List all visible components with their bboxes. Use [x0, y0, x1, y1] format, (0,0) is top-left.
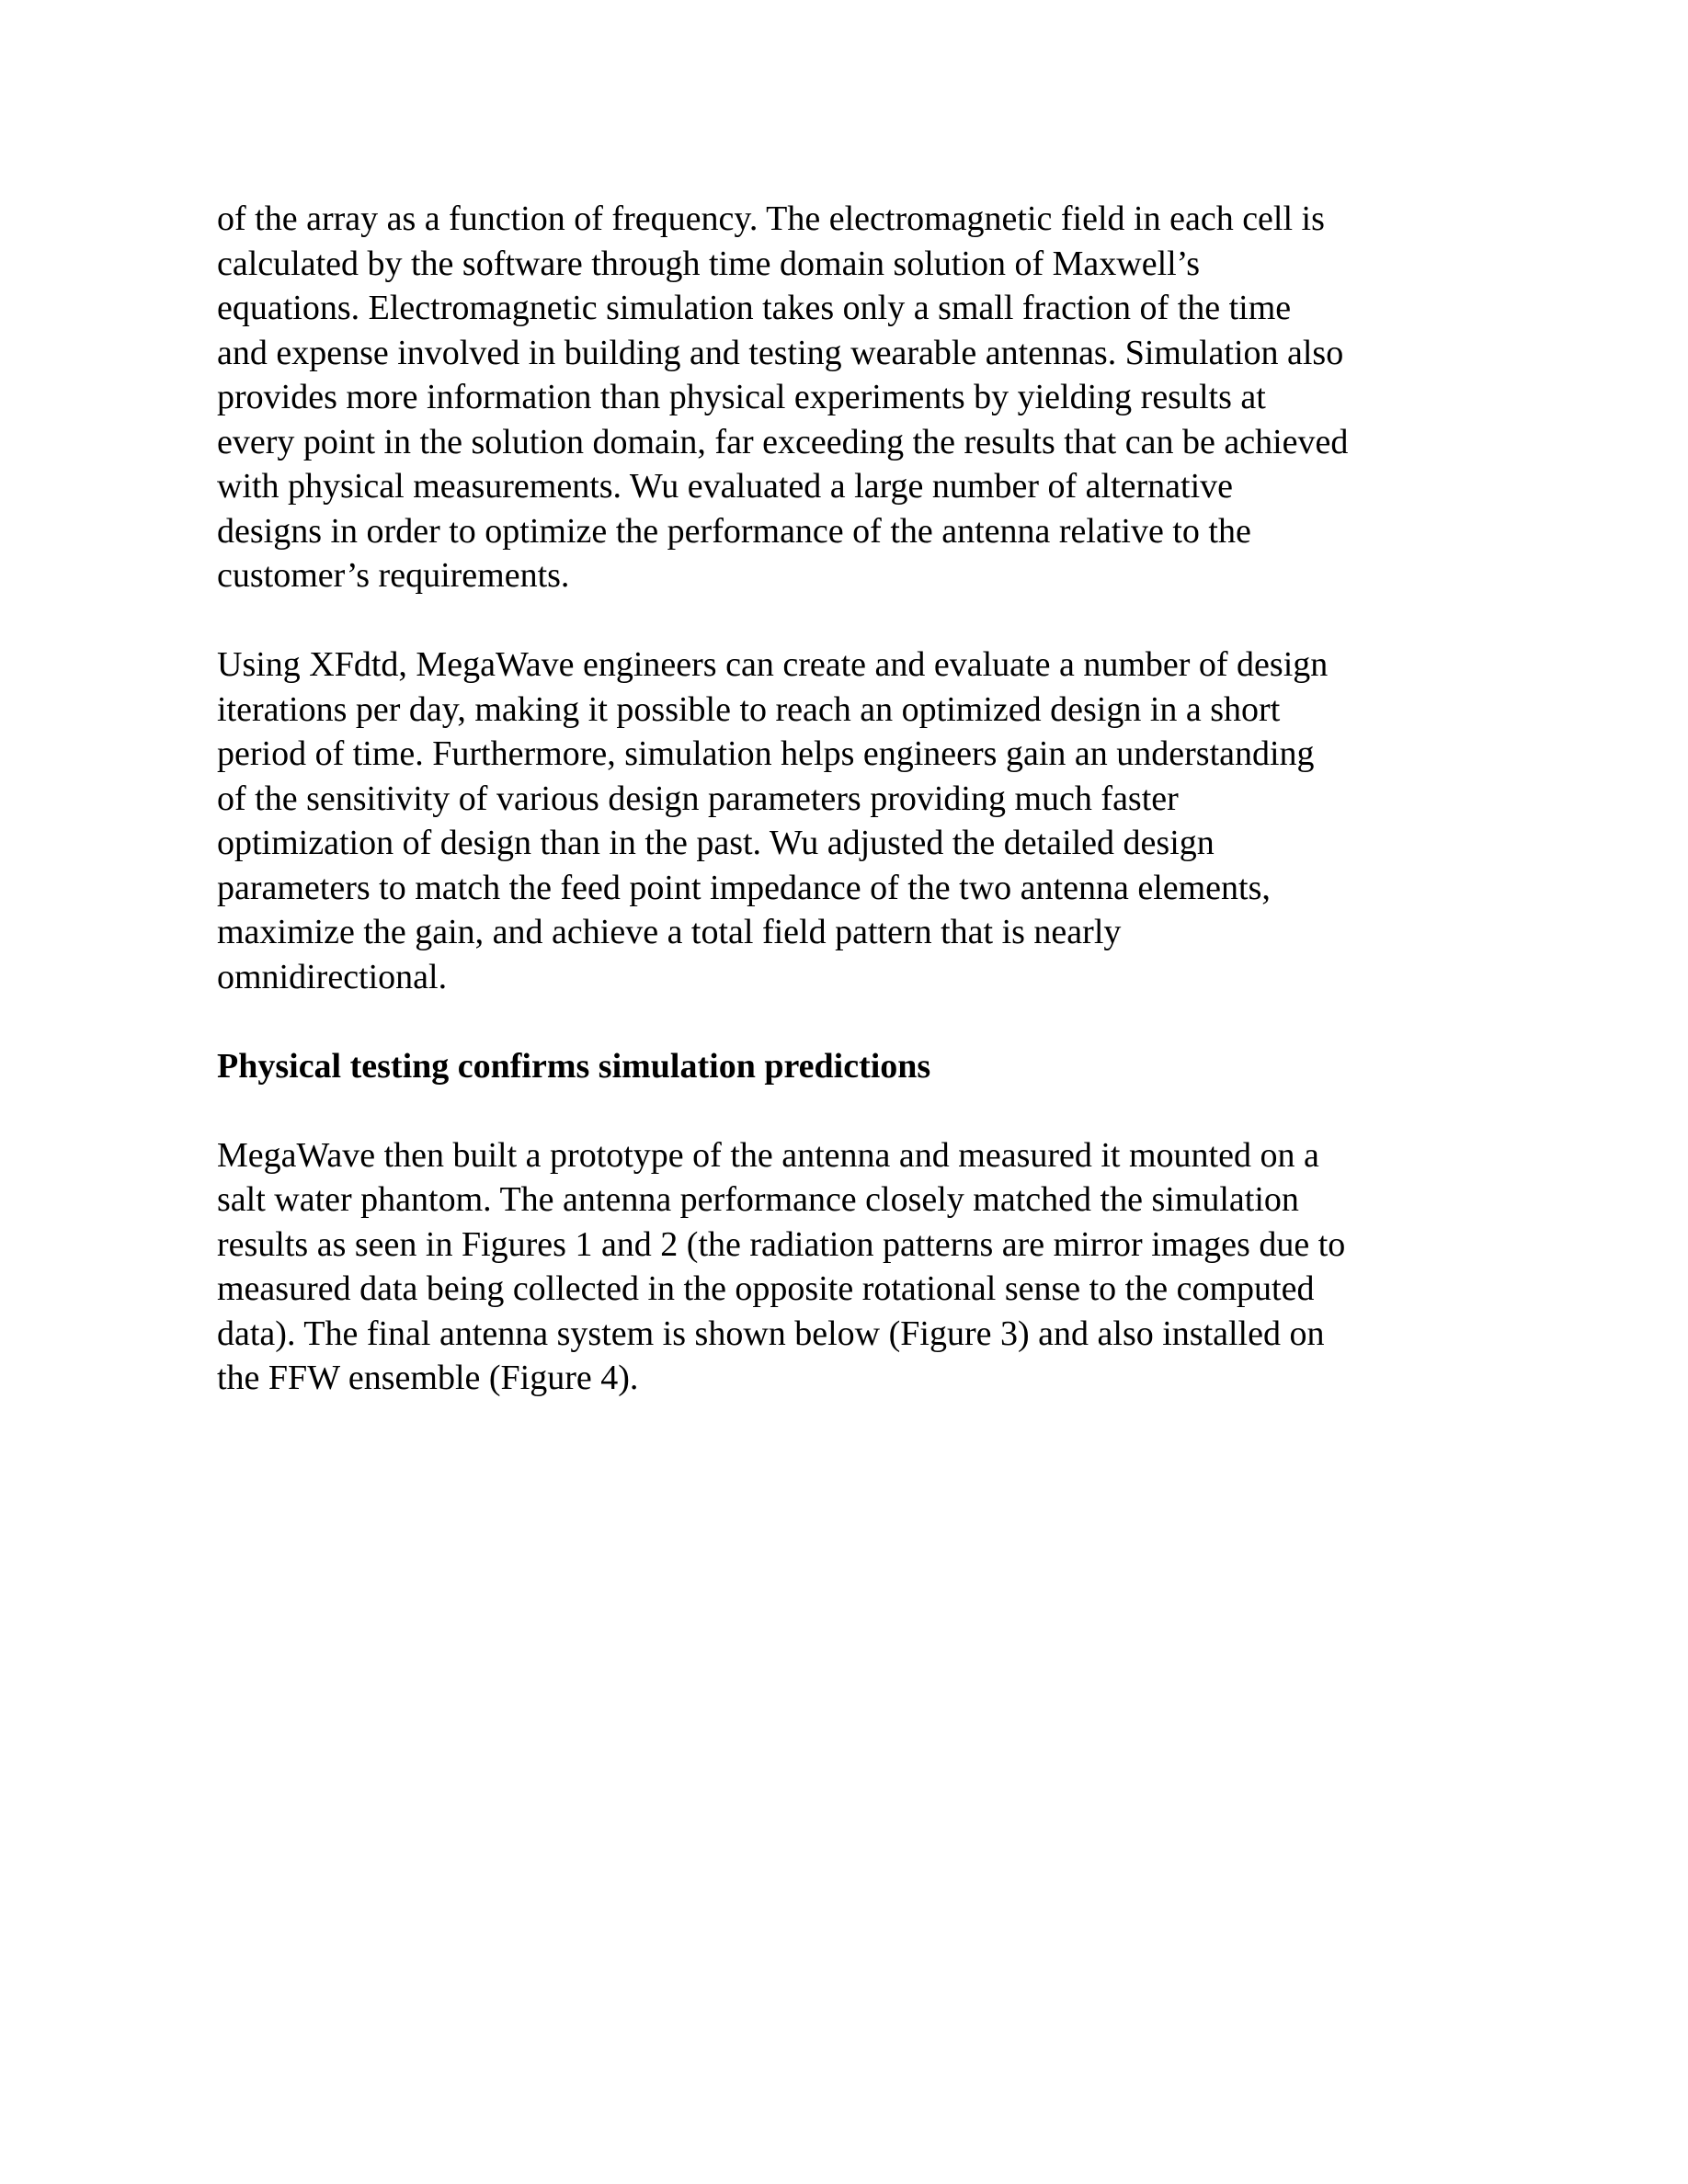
paragraph-line: omnidirectional.: [217, 957, 448, 996]
paragraph-line: results as seen in Figures 1 and 2 (the radiation patterns are mirror images due to: [217, 1224, 1346, 1264]
paragraph-line: every point in the solution domain, far exceeding the results that can be achieved: [217, 422, 1349, 461]
paragraph-line: MegaWave then built a prototype of the antenna and measured it mounted on a: [217, 1135, 1319, 1175]
paragraph-spacer: [217, 999, 1486, 1044]
paragraph-line: the FFW ensemble (Figure 4).: [217, 1359, 639, 1397]
paragraph-line: data). The final antenna system is shown below (Figure 3) and also installed on: [217, 1314, 1325, 1353]
section-heading: Physical testing confirms simulation predictions: [217, 1046, 931, 1086]
paragraph-line: salt water phantom. The antenna performance closely matched the simulation: [217, 1180, 1299, 1219]
paragraph-line: optimization of design than in the past. Wu adjusted the detailed design: [217, 824, 1215, 862]
paragraph-line: with physical measurements. Wu evaluated a large number of alternative: [217, 467, 1234, 506]
paragraph-line: customer’s requirements.: [217, 556, 570, 595]
paragraph-line: measured data being collected in the opposite rotational sense to the computed: [217, 1269, 1315, 1308]
paragraph-line: maximize the gain, and achieve a total field pattern that is nearly: [217, 913, 1122, 951]
paragraph-line: provides more information than physical experiments by yielding results at: [217, 378, 1266, 416]
paragraph-line: calculated by the software through time domain solution of Maxwell’s: [217, 244, 1201, 283]
document-page: [217, 197, 1486, 1401]
paragraph-1: [217, 197, 1486, 598]
paragraph-line: equations. Electromagnetic simulation takes only a small fraction of the time: [217, 289, 1292, 327]
paragraph-line: of the sensitivity of various design parameters providing much faster: [217, 779, 1179, 818]
paragraph-spacer: [217, 598, 1486, 643]
paragraph-line: Using XFdtd, MegaWave engineers can create and evaluate a number of design: [217, 645, 1329, 684]
paragraph-2: [217, 643, 1486, 999]
paragraph-line: period of time. Furthermore, simulation helps engineers gain an understanding: [217, 734, 1315, 773]
paragraph-line: parameters to match the feed point impedance of the two antenna elements,: [217, 868, 1271, 907]
paragraph-spacer: [217, 1088, 1486, 1133]
paragraph-3: [217, 1133, 1486, 1401]
paragraph-line: of the array as a function of frequency. The electromagnetic field in each cell is: [217, 199, 1325, 238]
paragraph-line: iterations per day, making it possible to reach an optimized design in a short: [217, 689, 1281, 729]
paragraph-line: and expense involved in building and testing wearable antennas. Simulation also: [217, 333, 1344, 372]
paragraph-line: designs in order to optimize the performance of the antenna relative to the: [217, 511, 1251, 551]
